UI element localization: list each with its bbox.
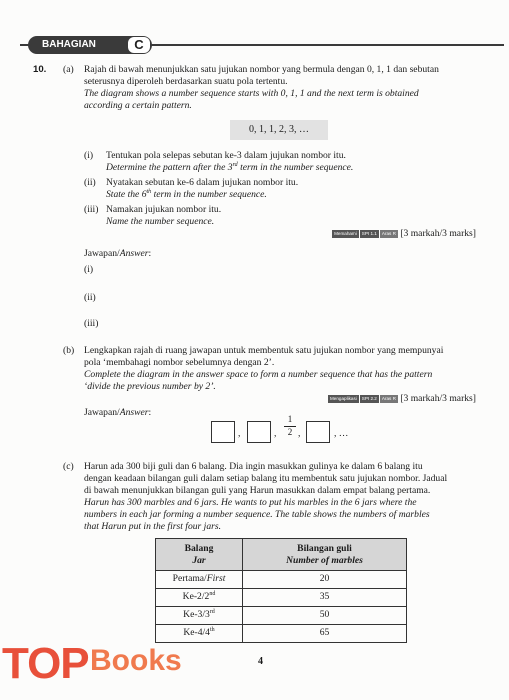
section-letter: C xyxy=(128,37,150,53)
page-number: 4 xyxy=(258,656,263,667)
header-marbles: Bilangan guli Number of marbles xyxy=(243,539,407,571)
item-ii-en: State the 6th term in the number sequence. xyxy=(106,189,267,201)
answer-i-label: (i) xyxy=(84,264,94,275)
item-iii-ms: Namakan jujukan nombor itu. xyxy=(106,204,222,215)
jar-cell: Ke-3/3rd xyxy=(156,607,243,625)
item-i-ms: Tentukan pola selepas sebutan ke-3 dalam jujukan nombor itu. xyxy=(106,150,346,161)
part-b-marks: [3 markah/3 marks] xyxy=(400,393,476,404)
part-a-answer-label: Jawapan/Answer: xyxy=(84,248,152,259)
part-a-intro-en-2: according a certain pattern. xyxy=(84,100,192,111)
comma: , xyxy=(298,428,301,439)
part-a-intro-en-1: The diagram shows a number sequence starts with 0, 1, 1 and the next term is obtained xyxy=(84,88,419,99)
answer-ii-label: (ii) xyxy=(84,292,96,303)
skill-tag: Mengaplikasi SPI 2.2 Aras R xyxy=(329,395,396,401)
item-iii-en: Name the number sequence. xyxy=(106,216,215,227)
answer-iii-label: (iii) xyxy=(84,318,99,329)
sequence-ellipsis: , … xyxy=(334,428,349,439)
topbooks-logo xyxy=(0,632,190,688)
section-badge xyxy=(28,36,152,54)
item-iii-num: (iii) xyxy=(84,204,99,215)
part-c-en-1: Harun has 300 marbles and 6 jars. He wants to put his marbles in the 6 jars where the xyxy=(84,497,417,508)
jar-cell: Ke-2/2nd xyxy=(156,589,243,607)
part-a-marks-line xyxy=(331,228,476,240)
logo-top-text: TOP xyxy=(2,639,89,688)
table-row xyxy=(156,571,407,589)
skill-tag: Memahami SPI 1.1 Aras R xyxy=(334,230,396,236)
question-number: 10. xyxy=(33,64,47,75)
jar-cell: Ke-4/4th xyxy=(156,625,243,643)
marbles-cell: 65 xyxy=(243,625,407,643)
part-b-answer-label: Jawapan/Answer: xyxy=(84,407,152,418)
marbles-cell: 35 xyxy=(243,589,407,607)
section-header xyxy=(20,36,504,54)
part-a-label: (a) xyxy=(63,64,74,75)
marbles-cell: 50 xyxy=(243,607,407,625)
table-header-row xyxy=(156,539,407,571)
answer-box-1[interactable] xyxy=(211,421,235,443)
fraction-numerator: 1 xyxy=(287,414,293,424)
sequence-box: 0, 1, 1, 2, 3, … xyxy=(230,120,328,140)
part-c-ms-3: di bawah menunjukkan bilangan guli yang Harun masukkan dalam empat balang pertama. xyxy=(84,485,431,496)
table-row xyxy=(156,589,407,607)
marbles-cell: 20 xyxy=(243,571,407,589)
fraction-denominator: 2 xyxy=(284,426,296,439)
part-a-marks: [3 markah/3 marks] xyxy=(400,228,476,239)
logo-books-text: Books xyxy=(90,644,182,677)
item-i-num: (i) xyxy=(84,150,94,161)
part-b-ms-1: Lengkapkan rajah di ruang jawapan untuk membentuk satu jujukan nombor yang mempunyai xyxy=(84,345,444,356)
comma: , xyxy=(238,428,241,439)
part-c-en-3: that Harun put in the first four jars. xyxy=(84,521,221,532)
part-b-en-1: Complete the diagram in the answer space to form a number sequence that has the pattern xyxy=(84,369,433,380)
part-b-ms-2: pola ‘membahagi nombor sebelumnya dengan 2’. xyxy=(84,357,275,368)
item-ii-num: (ii) xyxy=(84,177,96,188)
item-i-en: Determine the pattern after the 3rd term in the number sequence. xyxy=(106,162,354,174)
part-b-en-2: ‘divide the previous number by 2’. xyxy=(84,381,216,392)
marbles-table xyxy=(155,538,407,643)
section-label: BAHAGIAN xyxy=(42,39,96,50)
part-a-intro-ms-2: seterusnya diperoleh berdasarkan suatu pola tertentu. xyxy=(84,76,288,87)
item-ii-ms: Nyatakan sebutan ke-6 dalam jujukan nombor itu. xyxy=(106,177,299,188)
table-row xyxy=(156,607,407,625)
part-a-intro-ms-1: Rajah di bawah menunjukkan satu jujukan nombor yang bermula dengan 0, 1, 1 dan sebutan xyxy=(84,64,439,75)
part-c-en-2: numbers in each jar forming a number sequence. The table shows the numbers of marbles xyxy=(84,509,430,520)
table-row xyxy=(156,625,407,643)
answer-box-3[interactable] xyxy=(306,421,330,443)
header-jar: Balang Jar xyxy=(156,539,243,571)
comma: , xyxy=(274,428,277,439)
jar-cell: Pertama/First xyxy=(156,571,243,589)
part-c-label: (c) xyxy=(63,461,74,472)
part-c-ms-1: Harun ada 300 biji guli dan 6 balang. Dia ingin masukkan gulinya ke dalam 6 balang itu xyxy=(84,461,423,472)
part-b-marks-line xyxy=(327,393,476,405)
answer-box-2[interactable] xyxy=(247,421,271,443)
part-c-ms-2: dengan keadaan bilangan guli dalam setiap balang itu membentuk satu jujukan nombor. Jadual xyxy=(84,473,448,484)
fraction xyxy=(284,414,296,438)
part-b-label: (b) xyxy=(63,345,75,356)
